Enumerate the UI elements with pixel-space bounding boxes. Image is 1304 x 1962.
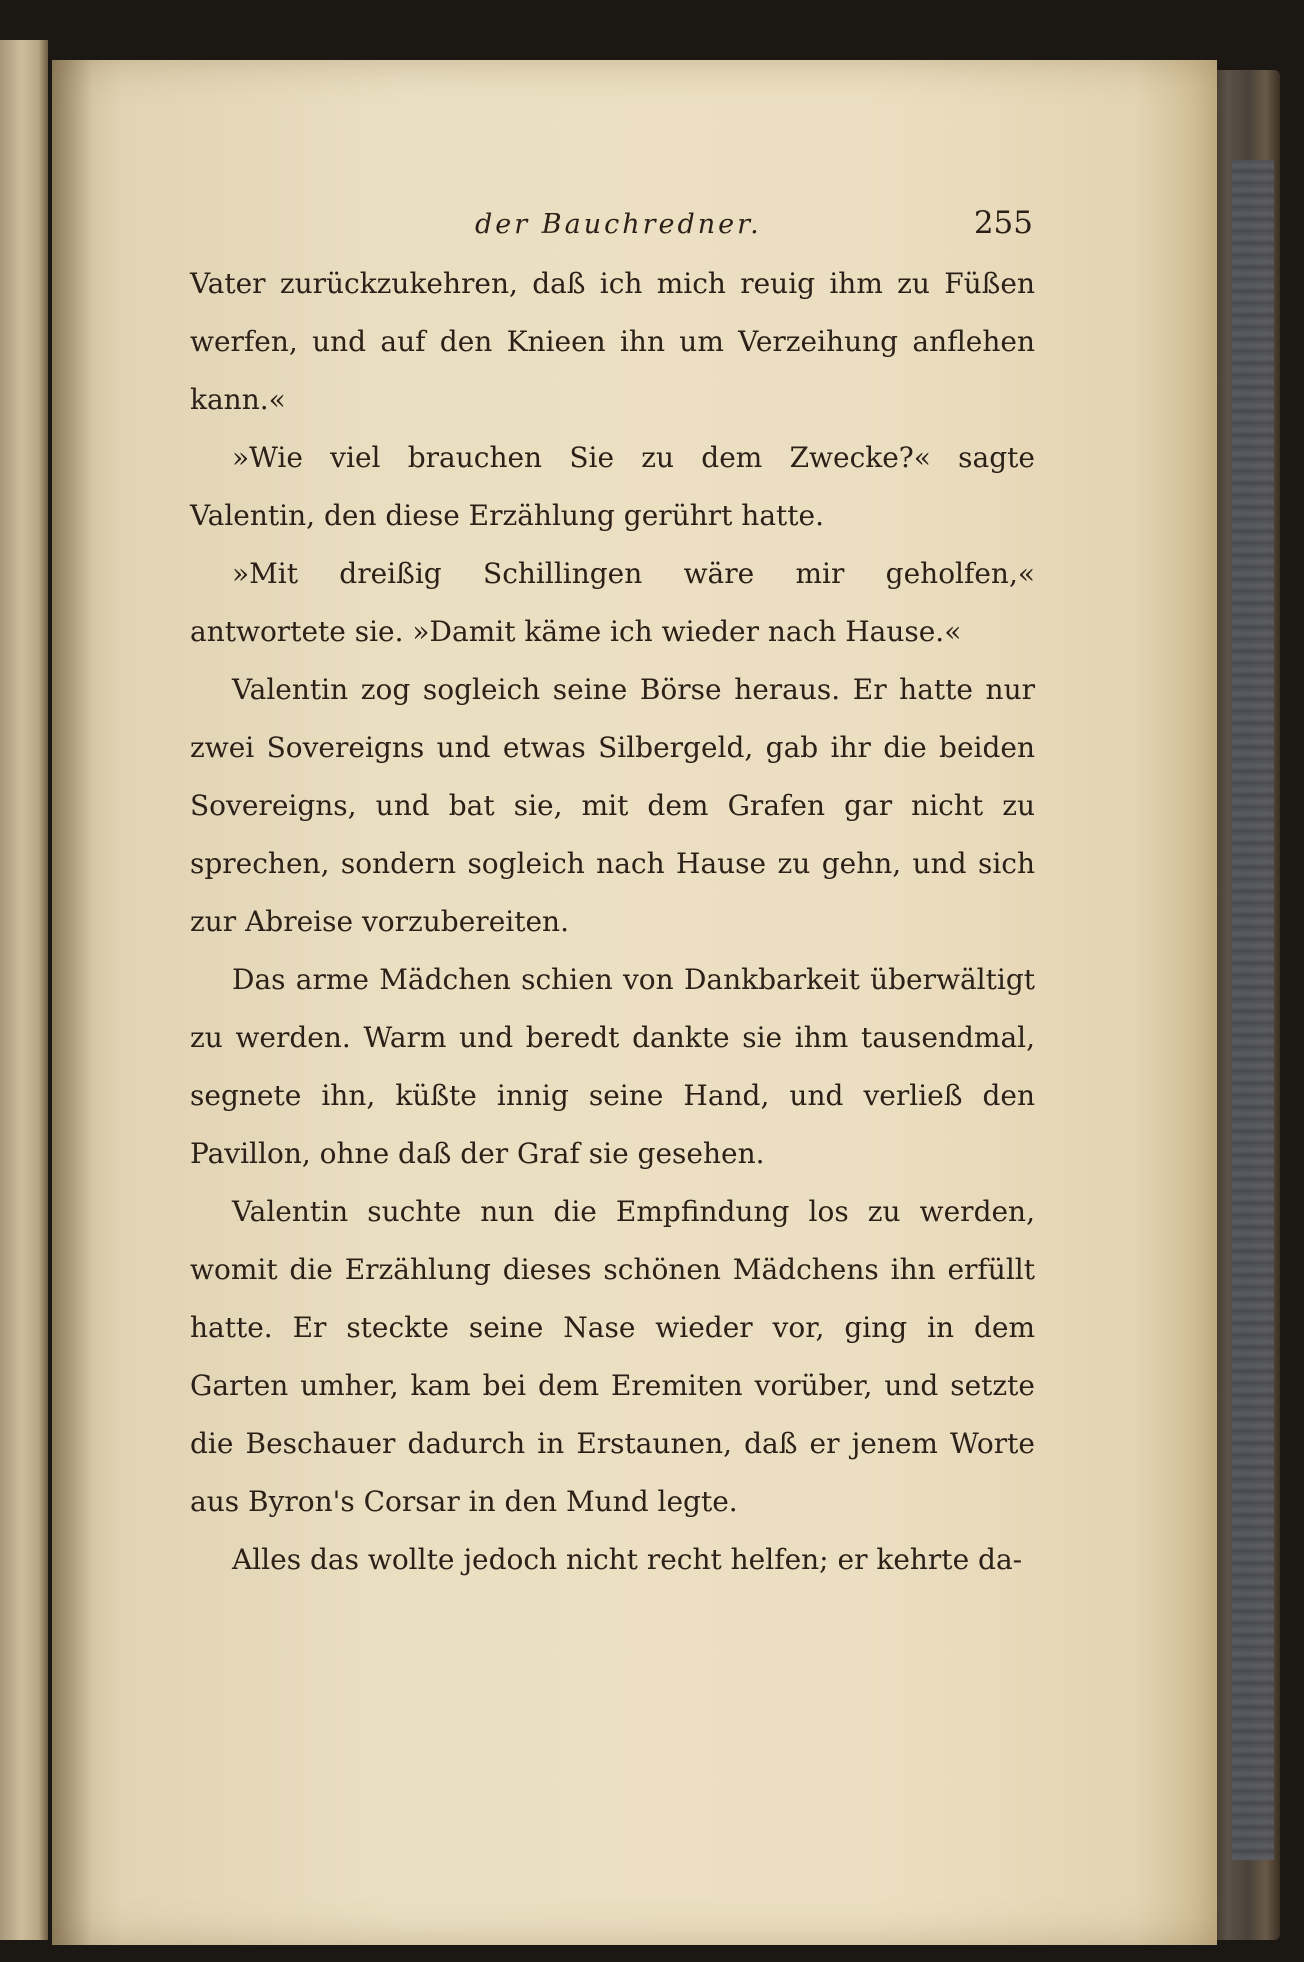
page-number: 255 [973, 205, 1033, 241]
running-head [190, 205, 1035, 255]
paragraph: Vater zurückzukehren, daß ich mich reuig ihm zu Füßen werfen, und auf den Knieen ihn um Verzeihung anflehen kann.« [190, 267, 1035, 416]
paragraph: »Wie viel brauchen Sie zu dem Zwecke?« sagte Valentin, den diese Erzählung gerührt hatte. [190, 441, 1035, 532]
paragraph: Alles das wollte jedoch nicht recht helfen; er kehrte da- [232, 1543, 1023, 1576]
paragraph: »Mit dreißig Schillingen wäre mir geholfen,« antwortete sie. »Damit käme ich wieder nach Hause.« [190, 557, 1035, 648]
paragraph: Valentin zog sogleich seine Börse heraus. Er hatte nur zwei Sovereigns und etwas Silbergeld, gab ihr die beiden Sovereigns, und bat sie, mit dem Grafen gar nicht zu sprechen, sondern sogleich nach Hause zu gehn, und sich zur Abreise vorzubereiten. [190, 673, 1035, 938]
running-title: der Bauchredner. [475, 209, 762, 240]
paragraph: Das arme Mädchen schien von Dankbarkeit überwältigt zu werden. Warm und beredt dankte sie ihm tausendmal, segnete ihn, küßte innig seine Hand, und verließ den Pavillon, ohne daß der Graf sie gesehen. [190, 963, 1035, 1170]
paragraph: Valentin suchte nun die Empfindung los zu werden, womit die Erzählung dieses schönen Mädchens ihn erfüllt hatte. Er steckte seine Nase wieder vor, ging in dem Garten umher, kam bei dem Eremiten vorüber, und setzte die Beschauer dadurch in Erstaunen, daß er jenem Worte aus Byron's Corsar in den Mund legte. [190, 1195, 1035, 1518]
book-spine-leather [1232, 160, 1274, 1860]
left-page-edge [0, 40, 48, 1940]
page-content [190, 205, 1035, 1589]
gutter-shadow [52, 60, 92, 1945]
